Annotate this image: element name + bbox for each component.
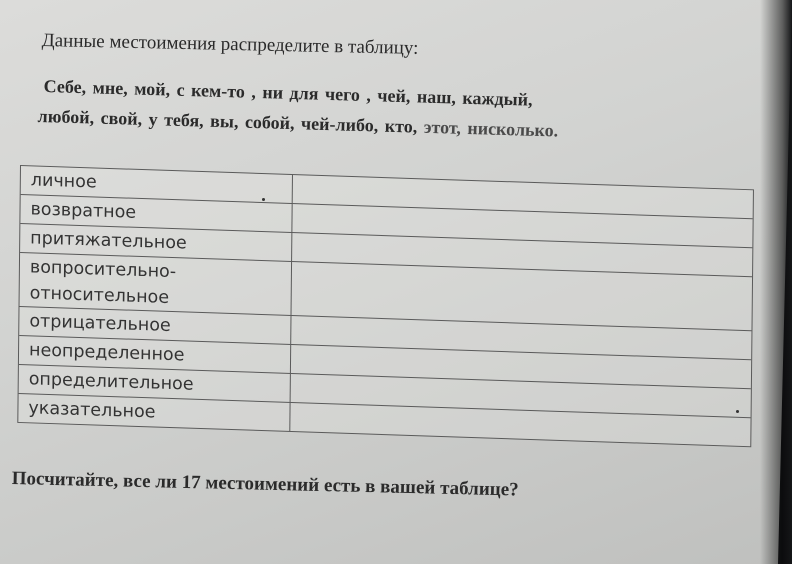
- row-label: указательное: [18, 394, 290, 431]
- pronoun-list-line-2-end: этот, нисколько.: [423, 116, 559, 141]
- pronoun-list-line-2-main: любой, свой, у тебя, вы, собой, чей-либо, кто,: [37, 106, 418, 137]
- row-label-line-1: вопросительно-: [29, 257, 177, 283]
- row-label-line-2: относительное: [29, 283, 170, 308]
- count-question: Посчитайте, все ли 17 местоимений есть в вашей таблице?: [11, 468, 519, 501]
- pronoun-list-line-1: Себе, мне, мой, с кем-то , ни для чего , чей, наш, каждый,: [43, 76, 533, 110]
- task-instruction: Данные местоимения распределите в таблицу:: [41, 30, 419, 59]
- row-label: притяжательное: [20, 224, 292, 261]
- row-label: определительное: [19, 365, 291, 402]
- ink-speck: [262, 198, 265, 201]
- pronoun-table: [17, 165, 754, 447]
- row-label: отрицательное: [19, 307, 291, 344]
- row-label: возвратное: [20, 195, 292, 232]
- row-label: неопределенное: [19, 336, 291, 373]
- ink-speck: [736, 410, 739, 413]
- row-label: личное: [21, 166, 293, 203]
- page-edge-shadow: [760, 0, 792, 564]
- row-label: [20, 253, 293, 315]
